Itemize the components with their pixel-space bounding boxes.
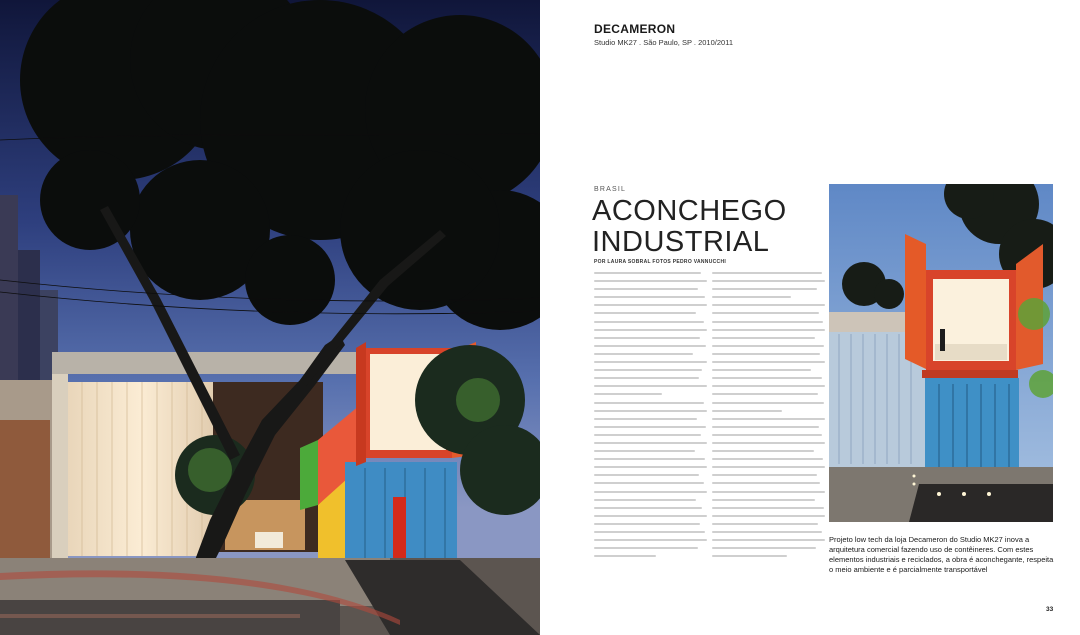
- body-text-column-2: [712, 272, 825, 563]
- headline-line-2: INDUSTRIAL: [592, 226, 770, 258]
- photo-caption: Projeto low tech da loja Decameron do Studio MK27 inova a arquitetura comercial fazendo uso de contêineres. Com estes elementos industriais e reciclados, a obra é aconchegante, respeita o meio ambiente e é parcialmente transportável: [829, 535, 1054, 574]
- page-number: 33: [1046, 606, 1054, 613]
- container-facade-illustration: [829, 184, 1053, 522]
- right-page: [540, 0, 1080, 635]
- project-title: DECAMERON: [594, 22, 676, 36]
- headline: [592, 196, 832, 258]
- section-label: BRASIL: [594, 186, 627, 193]
- project-meta: Studio MK27 . São Paulo, SP . 2010/2011: [594, 38, 733, 47]
- right-page-photo: [829, 184, 1053, 522]
- body-text-column-1: [594, 272, 707, 563]
- headline-line-1: ACONCHEGO: [592, 195, 787, 227]
- byline: POR LAURA SOBRAL FOTOS PEDRO VANNUCCHI: [594, 259, 727, 265]
